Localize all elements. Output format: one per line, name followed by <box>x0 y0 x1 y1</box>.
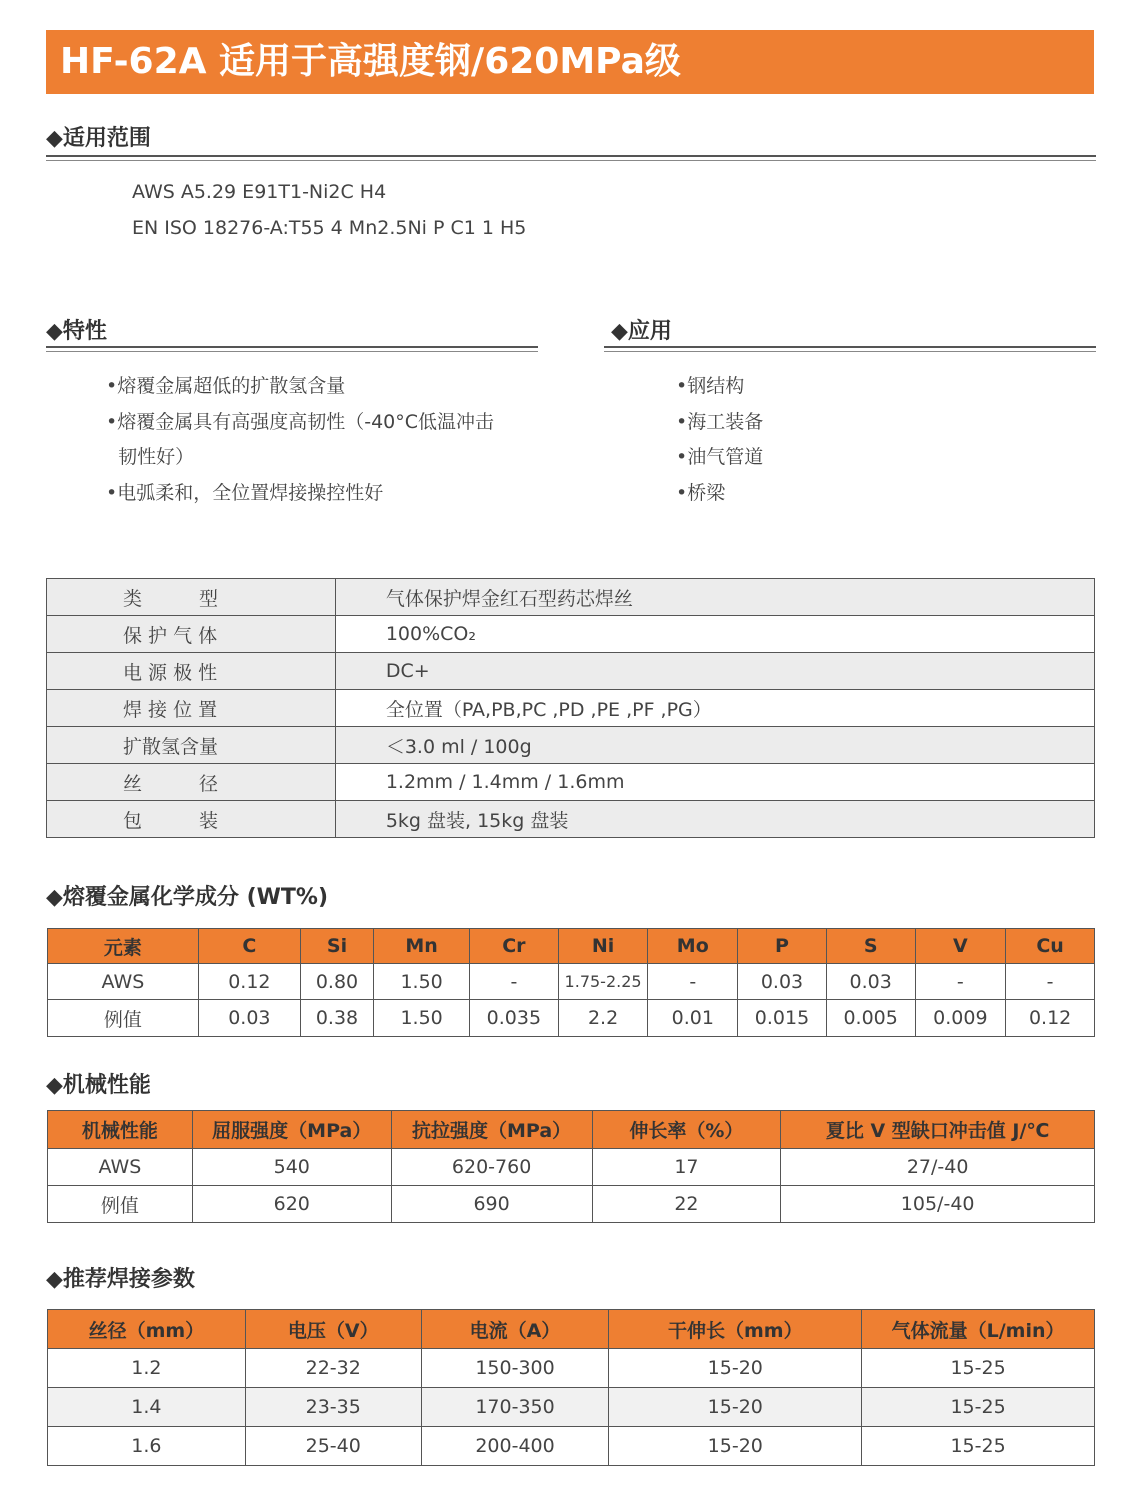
feature-item: •熔覆金属具有高强度高韧性（-40°C低温冲击 <box>106 411 495 433</box>
section-params-heading: ◆推荐焊接参数 <box>46 1267 195 1292</box>
application-item: •油气管道 <box>676 446 764 468</box>
table-cell: 22 <box>592 1186 781 1223</box>
property-label: 扩散氢含量 <box>47 727 336 764</box>
column-header: 夏比 V 型缺口冲击值 J/℃ <box>781 1111 1095 1149</box>
divider <box>46 351 538 352</box>
table-cell: 0.009 <box>915 1000 1006 1037</box>
application-item: •钢结构 <box>676 375 745 397</box>
table-cell: 620-760 <box>391 1149 592 1186</box>
property-label: 丝 径 <box>47 764 336 801</box>
column-header: 伸长率（%） <box>592 1111 781 1149</box>
property-value: ＜3.0 ml / 100g <box>335 727 1094 764</box>
table-cell: 22-32 <box>245 1349 421 1388</box>
column-header: 干伸长（mm） <box>609 1310 862 1349</box>
table-cell: 15-25 <box>862 1349 1095 1388</box>
table-cell: 0.01 <box>648 1000 738 1037</box>
column-header: Mo <box>648 929 738 964</box>
table-cell: 0.03 <box>198 1000 300 1037</box>
property-value: 全位置（PA,PB,PC ,PD ,PE ,PF ,PG） <box>335 690 1094 727</box>
standard-aws: AWS A5.29 E91T1-Ni2C H4 <box>132 181 387 203</box>
table-cell: 25-40 <box>245 1427 421 1466</box>
table-cell: 15-20 <box>609 1349 862 1388</box>
application-item: •海工装备 <box>676 411 764 433</box>
property-value: 5kg 盘装, 15kg 盘装 <box>335 801 1094 838</box>
property-value: DC+ <box>335 653 1094 690</box>
table-row <box>48 1427 1095 1466</box>
table-cell: 620 <box>192 1186 391 1223</box>
column-header: 屈服强度（MPa） <box>192 1111 391 1149</box>
table-row <box>48 1000 1095 1037</box>
application-item: •桥梁 <box>676 482 726 504</box>
table-cell: 170-350 <box>421 1388 609 1427</box>
property-label: 电 源 极 性 <box>47 653 336 690</box>
column-header: 电压（V） <box>245 1310 421 1349</box>
table-cell: 23-35 <box>245 1388 421 1427</box>
table-row <box>47 690 1095 727</box>
chemistry-table <box>47 928 1095 1037</box>
table-cell: 1.4 <box>48 1388 246 1427</box>
section-applications-heading: ◆应用 <box>611 319 672 344</box>
table-row <box>48 964 1095 1000</box>
table-cell: 0.12 <box>1006 1000 1095 1037</box>
table-row <box>47 764 1095 801</box>
page-title: HF-62A 适用于高强度钢/620MPa级 <box>46 30 1094 94</box>
table-cell: AWS <box>48 964 199 1000</box>
column-header: V <box>915 929 1006 964</box>
table-cell: 200-400 <box>421 1427 609 1466</box>
column-header: 气体流量（L/min） <box>862 1310 1095 1349</box>
table-row <box>48 1149 1095 1186</box>
table-cell: 105/-40 <box>781 1186 1095 1223</box>
table-cell: 0.005 <box>826 1000 915 1037</box>
table-cell: 27/-40 <box>781 1149 1095 1186</box>
table-cell: 0.035 <box>470 1000 559 1037</box>
table-cell: 0.015 <box>738 1000 827 1037</box>
table-header-row <box>48 1310 1095 1349</box>
table-row <box>48 1388 1095 1427</box>
column-header: S <box>826 929 915 964</box>
table-cell: - <box>915 964 1006 1000</box>
table-cell: 1.6 <box>48 1427 246 1466</box>
property-value: 气体保护焊金红石型药芯焊丝 <box>335 579 1094 616</box>
table-row <box>48 1349 1095 1388</box>
column-header: 抗拉强度（MPa） <box>391 1111 592 1149</box>
column-header: Ni <box>558 929 648 964</box>
section-mechanical-heading: ◆机械性能 <box>46 1073 151 1098</box>
property-label: 包 装 <box>47 801 336 838</box>
table-cell: 0.80 <box>300 964 373 1000</box>
table-cell: 15-25 <box>862 1388 1095 1427</box>
table-row <box>47 653 1095 690</box>
property-label: 保 护 气 体 <box>47 616 336 653</box>
divider <box>46 160 1096 161</box>
table-cell: 0.38 <box>300 1000 373 1037</box>
feature-item: 韧性好） <box>106 446 195 468</box>
table-cell: 2.2 <box>558 1000 648 1037</box>
section-features-heading: ◆特性 <box>46 319 107 344</box>
properties-table <box>46 578 1095 838</box>
table-cell: 0.03 <box>826 964 915 1000</box>
standard-en-iso: EN ISO 18276-A:T55 4 Mn2.5Ni P C1 1 H5 <box>132 217 527 239</box>
table-cell: 1.50 <box>374 964 470 1000</box>
table-cell: 例值 <box>48 1186 193 1223</box>
table-row <box>47 727 1095 764</box>
table-cell: 17 <box>592 1149 781 1186</box>
column-header: 丝径（mm） <box>48 1310 246 1349</box>
table-header-row <box>48 1111 1095 1149</box>
feature-item: •电弧柔和，全位置焊接操控性好 <box>106 482 384 504</box>
table-cell: 1.75-2.25 <box>558 964 648 1000</box>
table-row <box>47 616 1095 653</box>
property-label: 焊 接 位 置 <box>47 690 336 727</box>
table-cell: 690 <box>391 1186 592 1223</box>
table-cell: - <box>470 964 559 1000</box>
column-header: Si <box>300 929 373 964</box>
divider <box>46 155 1096 157</box>
table-cell: 0.12 <box>198 964 300 1000</box>
mechanical-table <box>47 1110 1095 1223</box>
table-cell: - <box>1006 964 1095 1000</box>
table-cell: 150-300 <box>421 1349 609 1388</box>
column-header: C <box>198 929 300 964</box>
table-cell: 15-20 <box>609 1427 862 1466</box>
property-value: 100%CO₂ <box>335 616 1094 653</box>
table-row <box>47 801 1095 838</box>
feature-item: •熔覆金属超低的扩散氢含量 <box>106 375 346 397</box>
column-header: Mn <box>374 929 470 964</box>
column-header: Cu <box>1006 929 1095 964</box>
property-value: 1.2mm / 1.4mm / 1.6mm <box>335 764 1094 801</box>
column-header: Cr <box>470 929 559 964</box>
params-table <box>47 1309 1095 1466</box>
table-cell: 1.2 <box>48 1349 246 1388</box>
table-cell: 15-25 <box>862 1427 1095 1466</box>
column-header: P <box>738 929 827 964</box>
table-cell: 540 <box>192 1149 391 1186</box>
column-header: 元素 <box>48 929 199 964</box>
table-cell: 15-20 <box>609 1388 862 1427</box>
table-cell: 1.50 <box>374 1000 470 1037</box>
property-label: 类 型 <box>47 579 336 616</box>
section-chemistry-heading: ◆熔覆金属化学成分 (WT%) <box>46 885 329 910</box>
table-header-row <box>48 929 1095 964</box>
divider <box>604 351 1096 352</box>
section-scope-heading: ◆适用范围 <box>46 126 151 151</box>
divider <box>46 346 538 348</box>
table-row <box>47 579 1095 616</box>
table-cell: - <box>648 964 738 1000</box>
table-cell: 例值 <box>48 1000 199 1037</box>
table-cell: AWS <box>48 1149 193 1186</box>
column-header: 电流（A） <box>421 1310 609 1349</box>
divider <box>604 346 1096 348</box>
table-row <box>48 1186 1095 1223</box>
column-header: 机械性能 <box>48 1111 193 1149</box>
table-cell: 0.03 <box>738 964 827 1000</box>
